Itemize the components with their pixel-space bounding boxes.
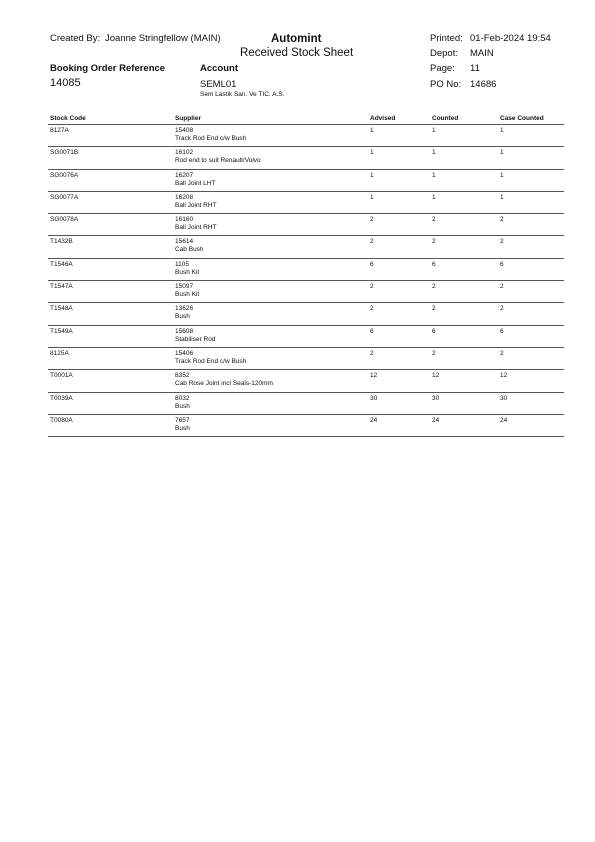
stock-code-cell: T1549A bbox=[50, 327, 73, 335]
supplier-ref: 13626 bbox=[175, 305, 194, 313]
stock-code-cell: T1432B bbox=[50, 238, 73, 246]
supplier-ref: 1105 bbox=[175, 260, 189, 268]
case-counted-cell: 1 bbox=[500, 171, 504, 179]
supplier-ref: 8032 bbox=[175, 394, 190, 402]
table-row bbox=[48, 281, 564, 303]
counted-cell: 1 bbox=[432, 127, 436, 134]
supplier-cell bbox=[175, 283, 199, 299]
company-title: Automint bbox=[271, 33, 322, 45]
item-description: Ball Joint RHT bbox=[175, 224, 217, 232]
stock-code-cell: T1548A bbox=[50, 305, 73, 313]
page-label: Page: bbox=[430, 63, 455, 74]
table-row bbox=[48, 192, 564, 214]
booking-ref-label: Booking Order Reference bbox=[50, 63, 166, 74]
supplier-ref: 16207 bbox=[175, 171, 194, 179]
stock-code-cell: T0001A bbox=[50, 372, 73, 380]
case-counted-cell: 6 bbox=[500, 327, 504, 335]
item-description: Ball Joint RHT bbox=[175, 201, 217, 209]
supplier-ref: 7657 bbox=[175, 416, 190, 424]
counted-cell: 2 bbox=[432, 238, 436, 246]
supplier-ref: 15406 bbox=[175, 349, 194, 357]
stock-items-table bbox=[48, 114, 564, 437]
advised-cell: 2 bbox=[370, 283, 374, 291]
supplier-cell bbox=[175, 417, 190, 433]
stock-code-cell: 8127A bbox=[50, 127, 69, 134]
advised-cell: 1 bbox=[370, 171, 374, 179]
case-counted-cell: 24 bbox=[500, 416, 508, 424]
supplier-cell bbox=[175, 305, 193, 321]
case-counted-cell: 2 bbox=[500, 283, 504, 291]
item-description: Bush Kit bbox=[175, 268, 200, 276]
table-body bbox=[48, 125, 564, 437]
account-name: Sem Lastik San. Ve TIC. A.S. bbox=[200, 91, 285, 98]
item-description: Ball Joint LHT bbox=[175, 179, 216, 187]
stock-code-cell: T0080A bbox=[50, 416, 73, 424]
item-description: Bush Kit bbox=[175, 291, 200, 299]
column-header-stock-code: Stock Code bbox=[50, 115, 86, 122]
advised-cell: 1 bbox=[370, 127, 374, 134]
counted-cell: 1 bbox=[432, 171, 436, 179]
case-counted-cell: 30 bbox=[500, 394, 508, 402]
supplier-cell bbox=[175, 238, 204, 254]
advised-cell: 24 bbox=[370, 416, 378, 424]
stock-code-cell: SG0078A bbox=[50, 216, 79, 224]
booking-ref-value: 14085 bbox=[50, 77, 81, 89]
po-label: PO No: bbox=[430, 79, 462, 90]
stock-code-cell: T0039A bbox=[50, 394, 73, 402]
item-description: Bush bbox=[175, 313, 190, 321]
counted-cell: 2 bbox=[432, 216, 436, 224]
stock-code-cell: SG0076A bbox=[50, 171, 79, 179]
supplier-cell bbox=[175, 194, 217, 210]
table-row bbox=[48, 236, 564, 258]
counted-cell: 24 bbox=[432, 416, 440, 424]
column-header-case-counted: Case Counted bbox=[500, 115, 544, 122]
counted-cell: 6 bbox=[432, 260, 436, 268]
table-row bbox=[48, 326, 564, 348]
supplier-ref: 8352 bbox=[175, 372, 190, 380]
case-counted-cell: 2 bbox=[500, 238, 504, 246]
supplier-cell bbox=[175, 261, 199, 277]
created-by-label: Created By: bbox=[50, 33, 101, 44]
table-row bbox=[48, 170, 564, 192]
supplier-ref: 15408 bbox=[175, 127, 194, 134]
printed-value: 01-Feb-2024 19:54 bbox=[470, 33, 551, 44]
account-code: SEML01 bbox=[200, 79, 237, 90]
advised-cell: 6 bbox=[370, 260, 374, 268]
table-header-row bbox=[48, 114, 564, 125]
supplier-cell bbox=[175, 395, 190, 411]
case-counted-cell: 1 bbox=[500, 149, 504, 157]
stock-code-cell: SG0077A bbox=[50, 193, 79, 201]
case-counted-cell: 6 bbox=[500, 260, 504, 268]
advised-cell: 2 bbox=[370, 349, 374, 357]
column-header-advised: Advised bbox=[370, 115, 396, 122]
case-counted-cell: 2 bbox=[500, 216, 504, 224]
advised-cell: 1 bbox=[370, 149, 374, 157]
account-label: Account bbox=[200, 63, 238, 74]
stock-code-cell: 8125A bbox=[50, 349, 69, 357]
table-row bbox=[48, 415, 564, 437]
counted-cell: 6 bbox=[432, 327, 436, 335]
advised-cell: 12 bbox=[370, 372, 378, 380]
supplier-ref: 16102 bbox=[175, 149, 194, 157]
table-row bbox=[48, 259, 564, 281]
table-row bbox=[48, 147, 564, 169]
advised-cell: 2 bbox=[370, 238, 374, 246]
table-row bbox=[48, 393, 564, 415]
advised-cell: 2 bbox=[370, 305, 374, 313]
item-description: Bush bbox=[175, 424, 190, 432]
case-counted-cell: 12 bbox=[500, 372, 508, 380]
depot-value: MAIN bbox=[470, 48, 494, 59]
table-row bbox=[48, 125, 564, 147]
column-header-counted: Counted bbox=[432, 115, 459, 122]
po-number: 14686 bbox=[470, 79, 497, 90]
item-description: Bush bbox=[175, 402, 190, 410]
case-counted-cell: 2 bbox=[500, 349, 504, 357]
column-header-supplier: Supplier bbox=[175, 115, 202, 122]
supplier-cell bbox=[175, 149, 261, 165]
table-row bbox=[48, 370, 564, 392]
table-row bbox=[48, 303, 564, 325]
counted-cell: 1 bbox=[432, 193, 436, 201]
table-row bbox=[48, 214, 564, 236]
supplier-cell bbox=[175, 127, 246, 143]
supplier-ref: 16208 bbox=[175, 193, 194, 201]
counted-cell: 2 bbox=[432, 305, 436, 313]
stock-code-cell: SG0071B bbox=[50, 149, 79, 157]
table-row bbox=[48, 348, 564, 370]
stock-code-cell: T1547A bbox=[50, 283, 73, 291]
counted-cell: 2 bbox=[432, 349, 436, 357]
page-number: 11 bbox=[470, 63, 480, 74]
report-title: Received Stock Sheet bbox=[240, 47, 354, 59]
item-description: Stabiliser Rod bbox=[175, 335, 216, 343]
counted-cell: 1 bbox=[432, 149, 436, 157]
case-counted-cell: 1 bbox=[500, 127, 504, 134]
supplier-ref: 15097 bbox=[175, 283, 194, 291]
case-counted-cell: 1 bbox=[500, 193, 504, 201]
advised-cell: 2 bbox=[370, 216, 374, 224]
supplier-ref: 15614 bbox=[175, 238, 194, 246]
supplier-ref: 16160 bbox=[175, 216, 194, 224]
case-counted-cell: 2 bbox=[500, 305, 504, 313]
supplier-ref: 15608 bbox=[175, 327, 194, 335]
advised-cell: 6 bbox=[370, 327, 374, 335]
advised-cell: 1 bbox=[370, 193, 374, 201]
supplier-cell bbox=[175, 172, 215, 188]
supplier-cell bbox=[175, 350, 246, 366]
supplier-cell bbox=[175, 216, 217, 232]
counted-cell: 30 bbox=[432, 394, 440, 402]
counted-cell: 12 bbox=[432, 372, 440, 380]
printed-label: Printed: bbox=[430, 33, 463, 44]
supplier-cell bbox=[175, 372, 273, 388]
created-by-value: Joanne Stringfellow (MAIN) bbox=[105, 33, 221, 44]
item-description: Cab Rose Joint incl Seals-120mm bbox=[175, 380, 273, 388]
stock-code-cell: T1546A bbox=[50, 260, 73, 268]
item-description: Cab Bush bbox=[175, 246, 204, 254]
advised-cell: 30 bbox=[370, 394, 378, 402]
counted-cell: 2 bbox=[432, 283, 436, 291]
depot-label: Depot: bbox=[430, 48, 458, 59]
item-description: Track Rod End c/w Bush bbox=[175, 357, 247, 365]
item-description: Track Rod End c/w Bush bbox=[175, 135, 247, 142]
supplier-cell bbox=[175, 328, 215, 344]
item-description: Rod end to suit Renault/Volvo bbox=[175, 157, 261, 165]
